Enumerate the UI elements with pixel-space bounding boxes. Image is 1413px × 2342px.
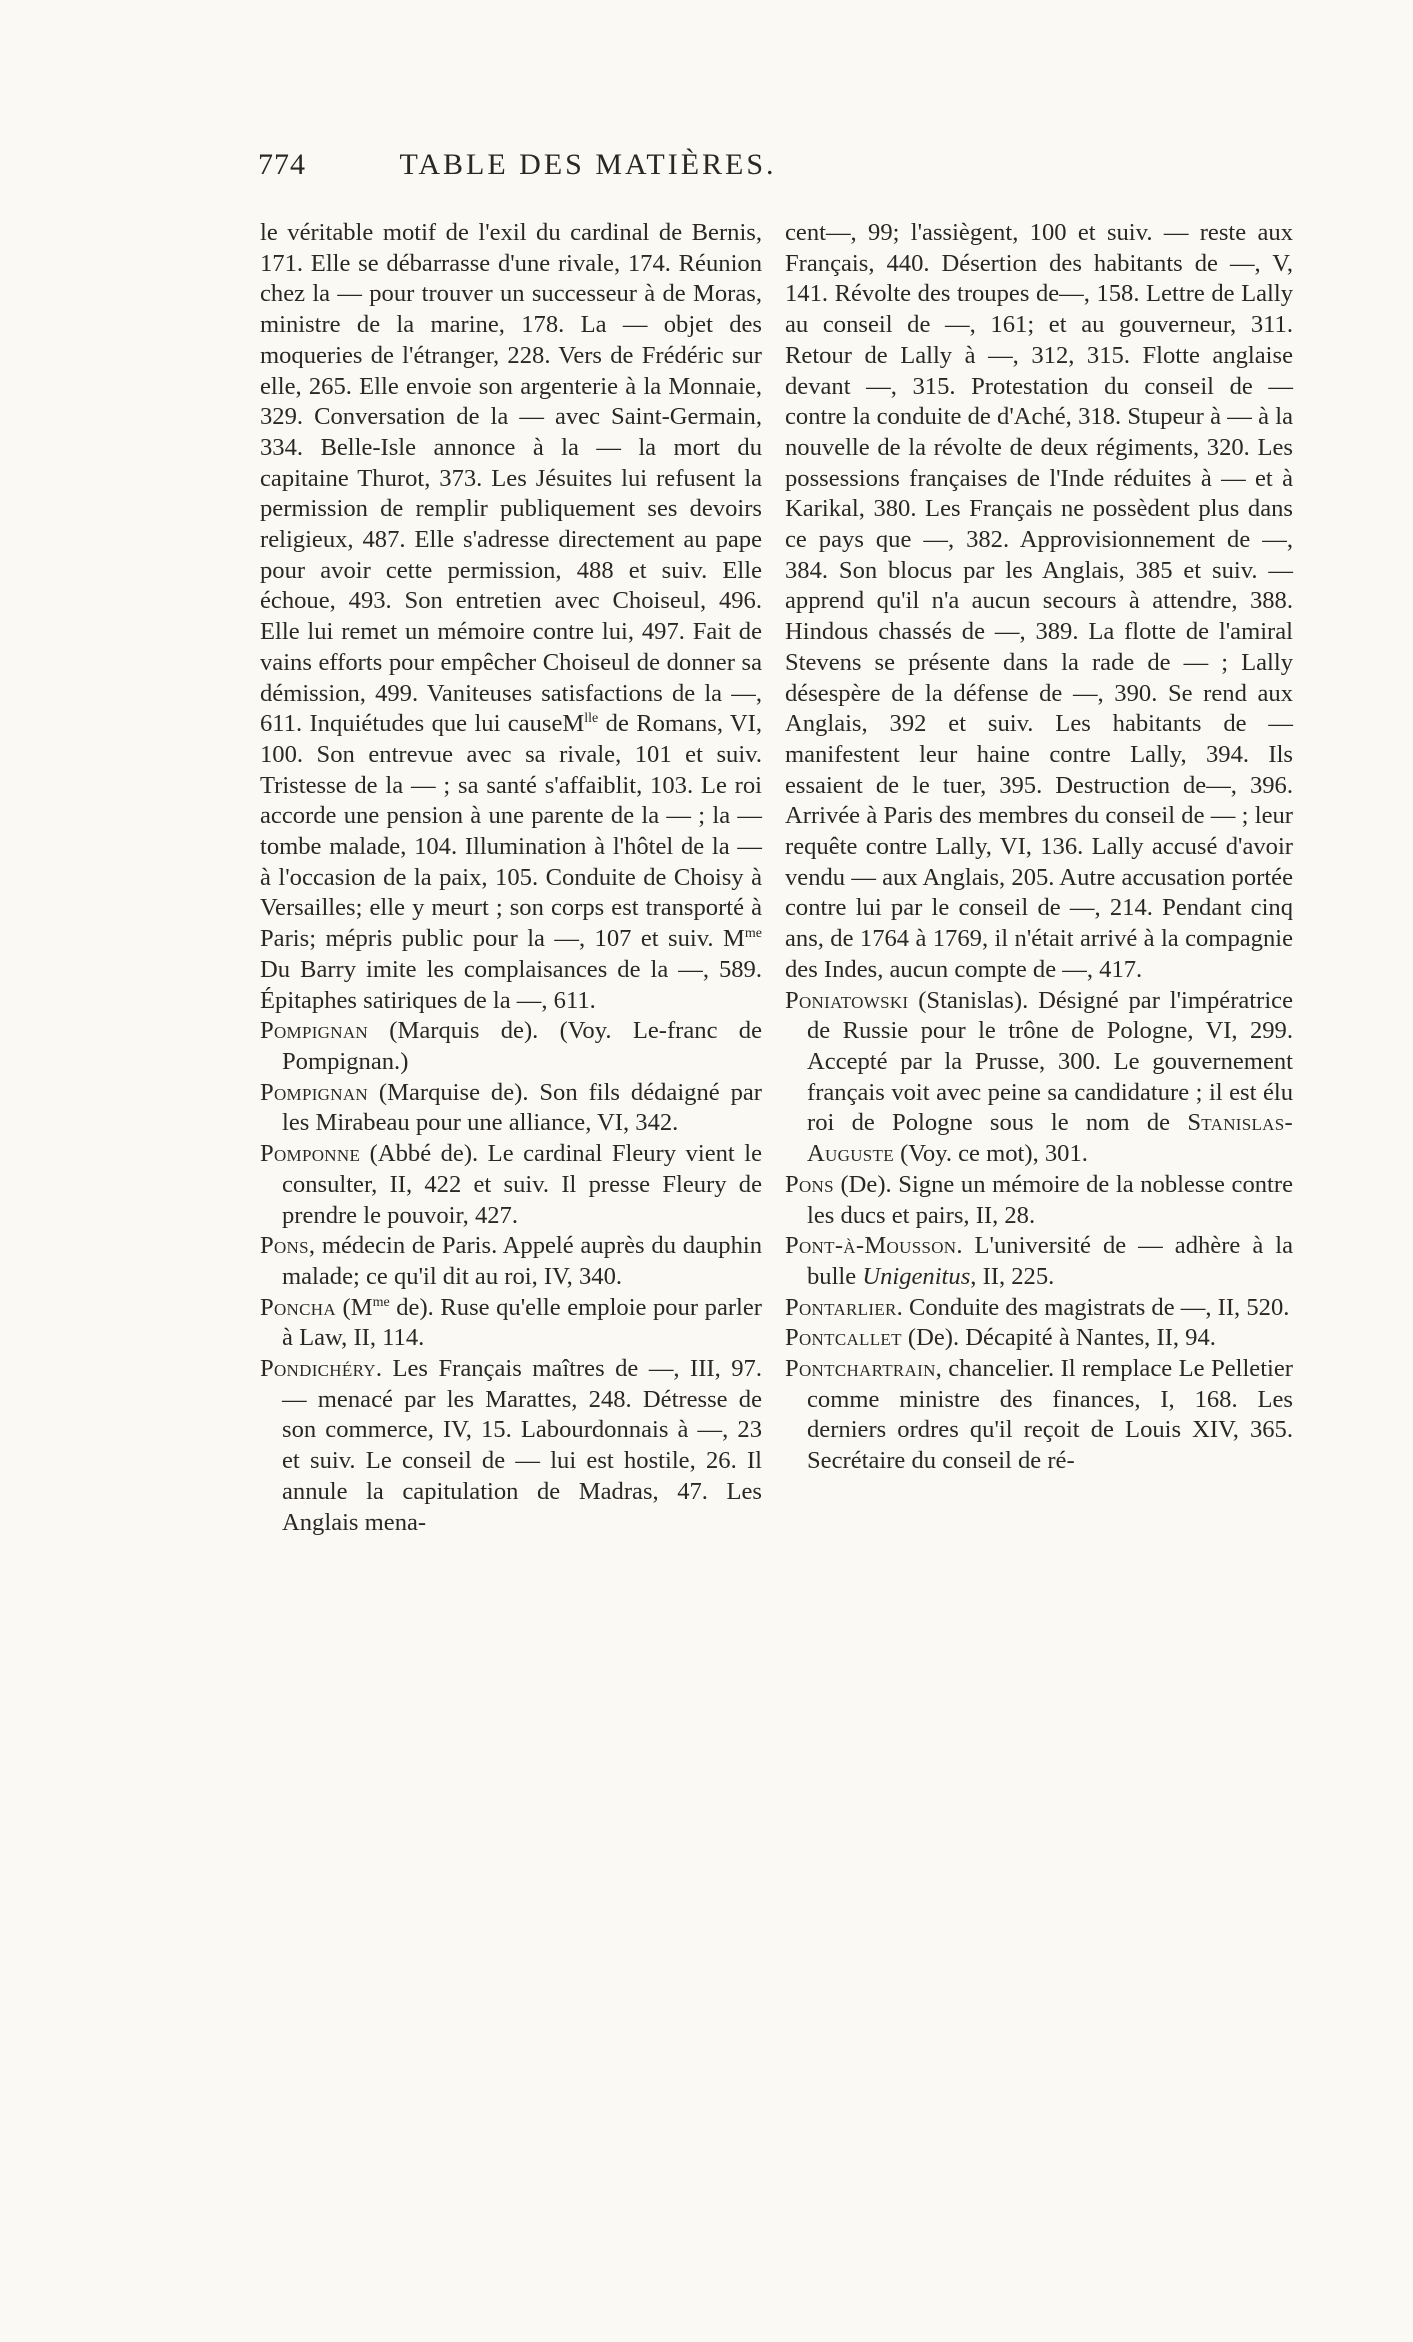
left-column <box>260 218 762 1538</box>
entry-headword: Pomponne <box>260 1140 361 1168</box>
running-head <box>258 148 918 192</box>
continued-entry-text: le véritable motif de l'exil du cardinal de Bernis, 171. Elle se débarrasse d'une rivale, 174. Réunion chez la — pour trouver un successeur à de Moras, ministre de la marine, 178. La — objet des moqueries de l'étranger, 228. Vers de Frédéric sur elle, 265. Elle envoie son argenterie à la Monnaie, 329. Conversation de la — avec Saint-Germain, 334. Belle-Isle annonce à la — la mort du capitaine Thurot, 373. Les Jésuites lui refusent la permission de remplir publiquement ses devoirs religieux, 487. Elle s'adresse directement au pape pour avoir cette permission, 488 et suiv. Elle échoue, 493. Son entretien avec Choiseul, 496. Elle lui remet un mémoire contre lui, 497. Fait de vains efforts pour empêcher Choiseul de donner sa démission, 499. Vaniteuses satisfactions de la —, 611. Inquiétudes que lui causeM$^{lle}$ de Romans, VI, 100. Son entrevue avec sa rivale, 101 et suiv. Tristesse de la — ; sa santé s'affaiblit, 103. Le roi accorde une pension à une parente de la — ; la — tombe malade, 104. Illumination à l'hôtel de la — à l'occasion de la paix, 105. Conduite de Choisy à Versailles; elle y meurt ; son corps est transporté à Paris; mépris public pour la —, 107 et suiv. $M^{me}$ Du Barry imite les complaisances de la —, 589. Épitaphes satiriques de la —, 611. <box>260 219 762 1014</box>
index-entry: Pons (De). Signe un mémoire de la noblesse contre les ducs et pairs, II, 28. <box>785 1170 1293 1229</box>
index-entry: Poncha ($M^{me}$ de). Ruse qu'elle emploie pour parler à Law, II, 114. <box>260 1293 763 1352</box>
index-entry: Pompignan (Marquis de). (Voy. Le-franc de Pompignan.) <box>260 1017 762 1075</box>
index-entry: Pontarlier. Conduite des magistrats de —, II, 520. <box>785 1293 1290 1321</box>
index-entry: Pont-à-Mousson. L'université de — adhère à la bulle Unigenitus, II, 225. <box>785 1232 1293 1290</box>
cross-reference: Stanislas-Auguste <box>807 1109 1293 1168</box>
index-entry: Pontcallet (De). Décapité à Nantes, II, 94. <box>785 1324 1216 1352</box>
entry-headword: Pondichéry <box>260 1355 376 1383</box>
italic-title: Unigenitus <box>862 1262 971 1290</box>
index-entry: Pontchartrain, chancelier. Il remplace Le Pelletier comme ministre des finances, I, 168. Les derniers ordres qu'il reçoit de Louis XIV, 365. Secrétaire du conseil de ré- <box>785 1355 1293 1475</box>
entry-headword: Pons <box>260 1232 309 1260</box>
index-entry: Pomponne (Abbé de). Le cardinal Fleury vient le consulter, II, 422 et suiv. Il presse Fleury de prendre le pouvoir, 427. <box>260 1140 762 1229</box>
index-entry: Pompignan (Marquise de). Son fils dédaigné par les Mirabeau pour une alliance, VI, 342. <box>260 1078 762 1137</box>
running-title: TABLE DES MATIÈRES. <box>399 148 777 181</box>
index-entry: Poniatowski (Stanislas). Désigné par l'impératrice de Russie pour le trône de Pologne, VI, 299. Accepté par la Prusse, 300. Le gouvernement français voit avec peine sa candidature ; il est élu roi de Pologne sous le nom de Stanislas-Auguste (Voy. ce mot), 301. <box>785 986 1293 1168</box>
index-entry: Pondichéry. Les Français maîtres de —, III, 97. — menacé par les Marattes, 248. Détresse de son commerce, IV, 15. Labourdonnais à —, 23 et suiv. Le conseil de — lui est hostile, 26. Il annule la capitulation de Madras, 47. Les Anglais mena- <box>260 1355 762 1536</box>
entry-headword: Pontarlier <box>785 1293 897 1321</box>
page-number: 774 <box>258 148 306 181</box>
continued-entry-text: cent—, 99; l'assiègent, 100 et suiv. — reste aux Français, 440. Désertion des habitants de —, V, 141. Révolte des troupes de—, 158. Lettre de Lally au conseil de —, 161; et au gouverneur, 311. Retour de Lally à —, 312, 315. Flotte anglaise devant —, 315. Protestation du conseil de — contre la conduite de d'Aché, 318. Stupeur à — à la nouvelle de la révolte de deux régiments, 320. Les possessions françaises de l'Inde réduites à — et à Karikal, 380. Les Français ne possèdent plus dans ce pays que —, 382. Approvisionnement de —, 384. Son blocus par les Anglais, 385 et suiv. — apprend qu'il n'a aucun secours à attendre, 388. Hindous chassés de —, 389. La flotte de l'amiral Stevens se présente dans la rade de — ; Lally désespère de la défense de —, 390. Se rend aux Anglais, 392 et suiv. Les habitants de — manifestent leur haine contre Lally, 394. Ils essaient de le tuer, 395. Destruction de—, 396. Arrivée à Paris des membres du conseil de — ; leur requête contre Lally, VI, 136. Lally accusé d'avoir vendu — aux Anglais, 205. Autre accusation portée contre lui par le conseil de —, 214. Pendant cinq ans, de 1764 à 1769, il n'était arrivé à la compagnie des Indes, aucun compte de —, 417. <box>785 219 1293 983</box>
entry-headword: Poncha <box>260 1293 336 1321</box>
entry-headword: Pompignan <box>260 1078 368 1106</box>
abbrev-mme: $M^{me}$ <box>713 925 762 953</box>
index-entry: Pons, médecin de Paris. Appelé auprès du dauphin malade; ce qu'il dit au roi, IV, 340. <box>260 1232 762 1290</box>
abbrev-mlle: $M^{lle}$ <box>562 710 599 738</box>
right-column <box>785 218 1293 1477</box>
entry-headword: Pons <box>785 1170 834 1198</box>
entry-headword: Poniatowski <box>785 986 909 1014</box>
entry-headword: Pompignan <box>260 1017 368 1045</box>
entry-headword: Pont-à-Mousson <box>785 1232 957 1260</box>
entry-headword: Pontcallet <box>785 1324 902 1352</box>
entry-headword: Pontchartrain <box>785 1355 936 1383</box>
